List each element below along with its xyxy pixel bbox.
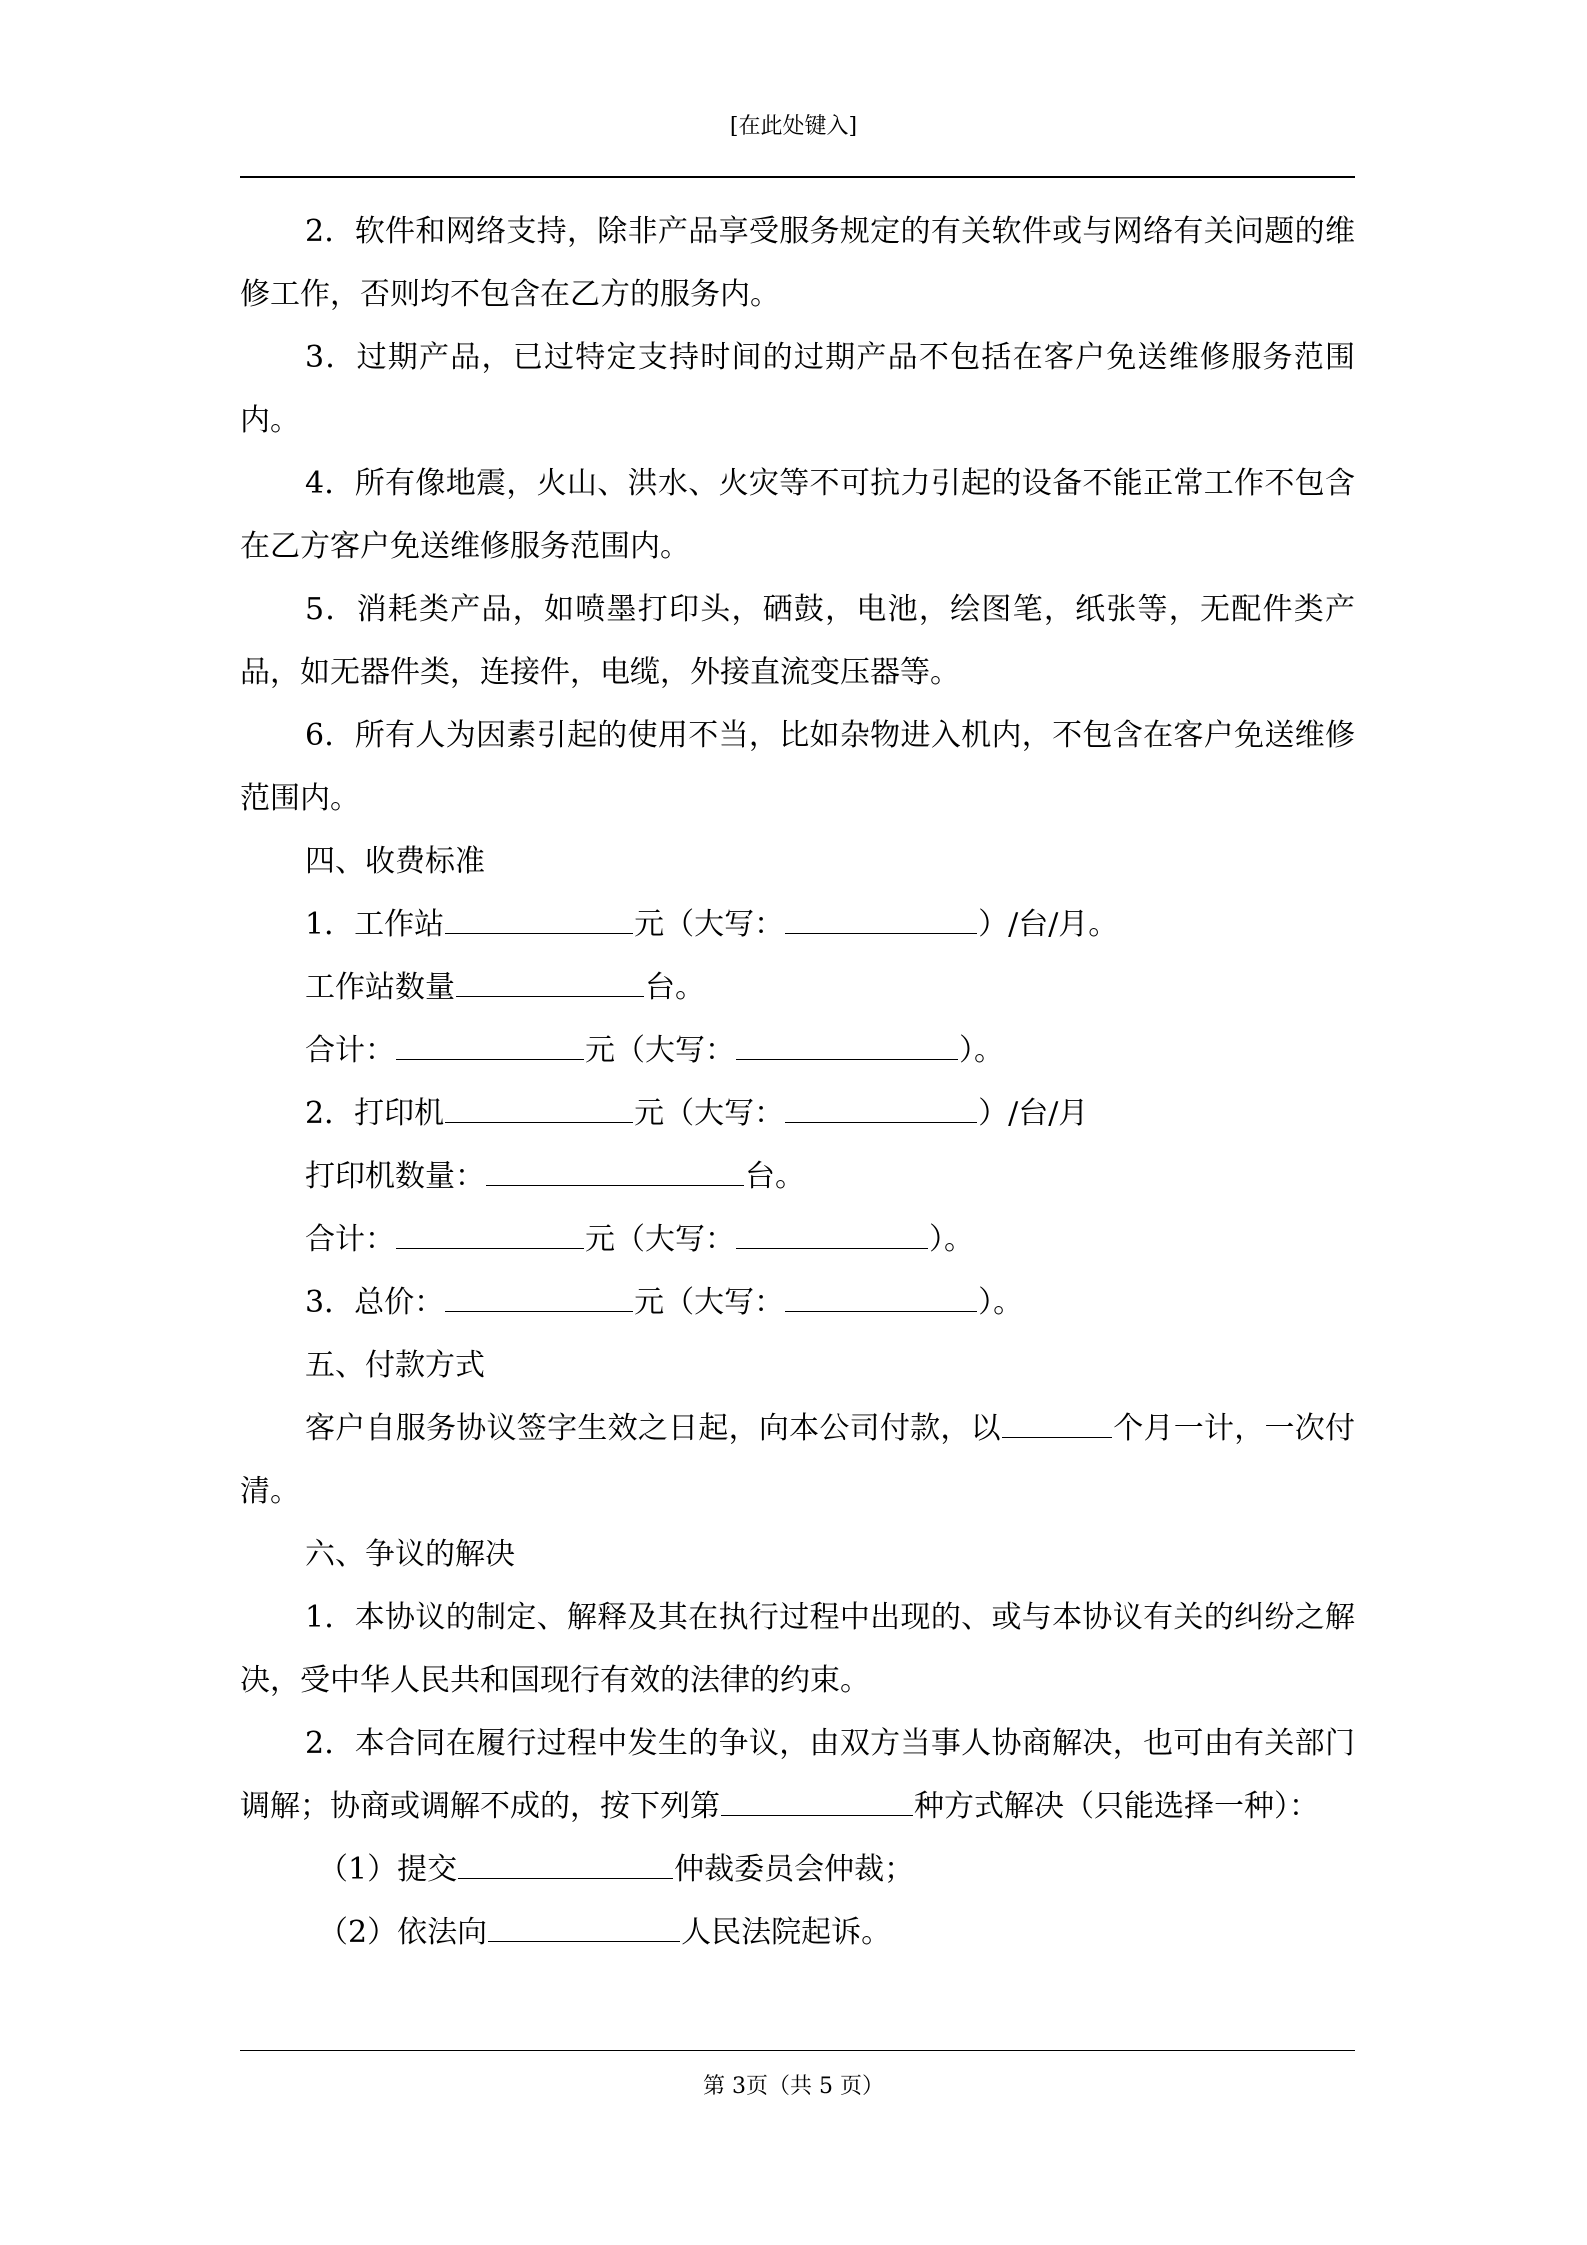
option-text: 人民法院起诉。 — [681, 1915, 892, 1950]
clause-human-factors: 6．所有人为因素引起的使用不当，比如杂物进入机内，不包含在客户免送维修范围内。 — [240, 718, 1355, 816]
section-heading-disputes: 六、争议的解决 — [305, 1537, 515, 1572]
fee-printer-total — [240, 1208, 1355, 1271]
blank-field — [445, 903, 633, 934]
fee-label: 打印机数量： — [305, 1159, 485, 1194]
fee-printer-count — [240, 1145, 1355, 1208]
blank-field — [736, 1218, 928, 1249]
blank-field — [488, 1911, 680, 1942]
fee-printer-price — [240, 1082, 1355, 1145]
clause-software-network: 2．软件和网络支持，除非产品享受服务规定的有关软件或与网络有关问题的维修工作，否则均不包含在乙方的服务内。 — [240, 214, 1355, 312]
clause-consumables: 5．消耗类产品，如喷墨打印头，硒鼓，电池，绘图笔，纸张等，无配件类产品，如无器件类，连接件，电缆，外接直流变压器等。 — [240, 592, 1355, 690]
fee-label: 元（大写： — [585, 1222, 735, 1257]
fee-grand-total — [240, 1271, 1355, 1334]
footer-rule — [240, 2050, 1355, 2051]
fee-label: 元（大写： — [634, 1096, 785, 1131]
section-heading-fees: 四、收费标准 — [305, 844, 485, 879]
fee-label: ）。 — [959, 1033, 1004, 1068]
fee-label: 元（大写： — [634, 1285, 785, 1320]
clause-expired-products: 3．过期产品，已过特定支持时间的过期产品不包括在客户免送维修服务范围内。 — [240, 340, 1355, 438]
blank-field — [445, 1092, 633, 1123]
option-text: （1）提交 — [318, 1852, 458, 1887]
fee-label: ）。 — [978, 1285, 1024, 1320]
dispute-resolution — [240, 1712, 1355, 1838]
blank-field — [396, 1218, 584, 1249]
dispute-text: 种方式解决（只能选择一种）： — [914, 1789, 1319, 1824]
blank-field — [785, 1281, 977, 1312]
dispute-governing-law: 1．本协议的制定、解释及其在执行过程中出现的、或与本协议有关的纠纷之解决，受中华人民共和国现行有效的法律的约束。 — [240, 1600, 1355, 1698]
fee-label: 台。 — [745, 1159, 805, 1194]
blank-field — [456, 966, 644, 997]
dispute-option-arbitration — [240, 1838, 1355, 1901]
fee-label: 台。 — [645, 970, 705, 1005]
payment-terms — [240, 1397, 1355, 1523]
fee-label: 1．工作站 — [305, 907, 445, 942]
page-header: [在此处键入] — [729, 114, 858, 139]
blank-field — [396, 1029, 584, 1060]
fee-label: 合计： — [305, 1033, 395, 1068]
fee-workstation-count — [240, 956, 1355, 1019]
clause-force-majeure: 4．所有像地震，火山、洪水、火灾等不可抗力引起的设备不能正常工作不包含在乙方客户免送维修服务范围内。 — [240, 466, 1355, 564]
blank-field — [458, 1848, 673, 1879]
option-text: 仲裁委员会仲裁； — [674, 1852, 915, 1887]
dispute-text: 2．本合同在履行过程中发生的争议，由双方当事人协商解决，也可由有关部门调解；协商或调解不成的，按下列第 — [240, 1726, 1355, 1824]
payment-text: 个月一计，一次付清。 — [240, 1411, 1356, 1509]
fee-label: 元（大写： — [634, 907, 785, 942]
blank-field — [486, 1155, 744, 1186]
fee-label: ）。 — [929, 1222, 974, 1257]
fee-label: 元（大写： — [585, 1033, 735, 1068]
fee-label: ）/台/月。 — [978, 907, 1119, 942]
fee-label: 工作站数量 — [305, 970, 455, 1005]
blank-field — [785, 1092, 977, 1123]
blank-field — [736, 1029, 958, 1060]
fee-workstation-price — [240, 893, 1355, 956]
blank-field — [1002, 1407, 1112, 1438]
blank-field — [721, 1785, 913, 1816]
dispute-option-court — [240, 1901, 1355, 1964]
fee-workstation-total — [240, 1019, 1355, 1082]
fee-label: 3．总价： — [305, 1285, 445, 1320]
option-text: （2）依法向 — [318, 1915, 488, 1950]
header-rule — [240, 176, 1355, 178]
blank-field — [445, 1281, 633, 1312]
page-footer: 第 3页（共 5 页） — [703, 2074, 884, 2099]
section-heading-payment: 五、付款方式 — [305, 1348, 485, 1383]
payment-text: 客户自服务协议签字生效之日起，向本公司付款，以 — [305, 1411, 1001, 1446]
fee-label: 2．打印机 — [305, 1096, 445, 1131]
blank-field — [785, 903, 977, 934]
fee-label: 合计： — [305, 1222, 395, 1257]
document-body — [240, 200, 1355, 1964]
fee-label: ）/台/月 — [978, 1096, 1089, 1131]
